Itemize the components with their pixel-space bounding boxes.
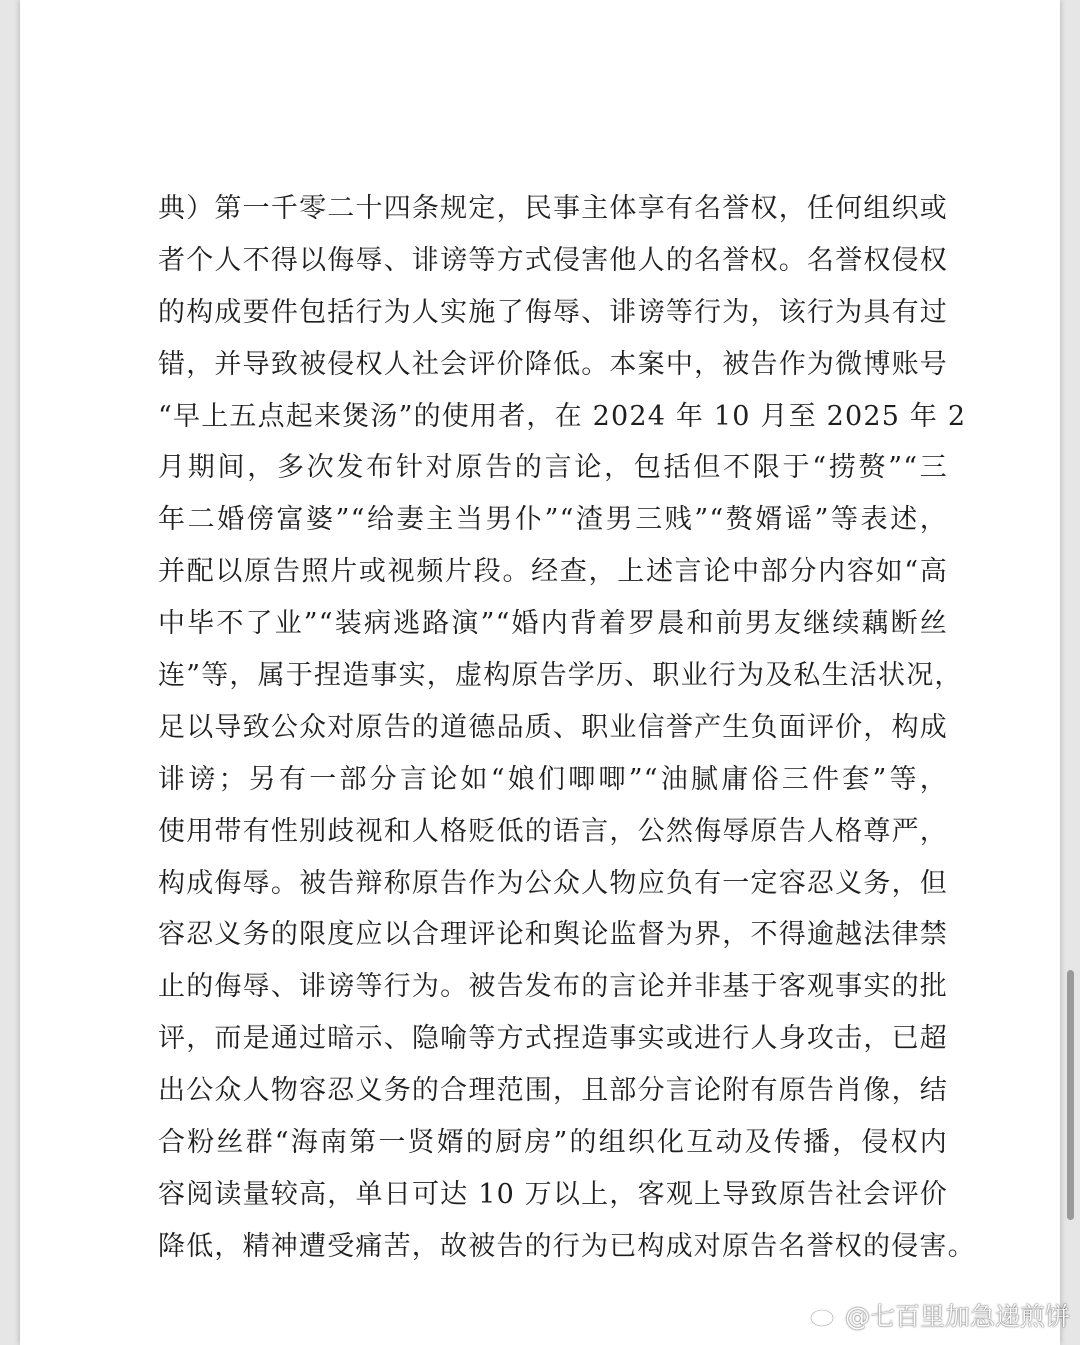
vertical-scrollbar-thumb[interactable] <box>1067 970 1074 1220</box>
text-line: 连”等，属于捏造事实，虚构原告学历、职业行为及私生活状况， <box>158 660 963 692</box>
text-line: 评，而是通过暗示、隐喻等方式捏造事实或进行人身攻击，已超 <box>158 1023 948 1055</box>
text-line: 容忍义务的限度应以合理评论和舆论监督为界，不得逾越法律禁 <box>158 919 948 951</box>
weibo-icon <box>809 1300 839 1330</box>
text-line: 者个人不得以侮辱、诽谤等方式侵害他人的名誉权。名誉权侵权 <box>158 244 948 276</box>
text-line: 并配以原告照片或视频片段。经查，上述言论中部分内容如“高 <box>158 556 948 588</box>
text-line: 出公众人物容忍义务的合理范围，且部分言论附有原告肖像，结 <box>158 1075 948 1107</box>
text-line: 的构成要件包括行为人实施了侮辱、诽谤等行为，该行为具有过 <box>158 296 948 328</box>
text-line: 使用带有性别歧视和人格贬低的语言，公然侮辱原告人格尊严， <box>158 815 948 847</box>
text-line: 诽谤；另有一部分言论如“娘们唧唧”“油腻庸俗三件套”等， <box>158 763 948 795</box>
text-line: 止的侮辱、诽谤等行为。被告发布的言论并非基于客观事实的批 <box>158 971 948 1003</box>
text-line: 足以导致公众对原告的道德品质、职业信誉产生负面评价，构成 <box>158 711 948 743</box>
text-line: 典）第一千零二十四条规定，民事主体享有名誉权，任何组织或 <box>158 193 948 224</box>
text-line: 容阅读量较高，单日可达 10 万以上，客观上导致原告社会评价 <box>158 1178 948 1210</box>
text-line: 月期间，多次发布针对原告的言论，包括但不限于“捞赘”“三 <box>158 452 948 484</box>
text-line: 错，并导致被侵权人社会评价降低。本案中，被告作为微博账号 <box>158 348 948 380</box>
text-line: 合粉丝群“海南第一贤婿的厨房”的组织化互动及传播，侵权内 <box>158 1127 948 1159</box>
text-line: “早上五点起来煲汤”的使用者，在 2024 年 10 月至 2025 年 2 <box>158 400 967 432</box>
text-line: 构成侮辱。被告辩称原告作为公众人物应负有一定容忍义务，但 <box>158 867 948 899</box>
watermark-text: @七百里加急递煎饼 <box>844 1302 1070 1331</box>
text-line: 年二婚傍富婆”“给妻主当男仆”“渣男三贱”“赘婿谣”等表述， <box>158 504 948 536</box>
text-line: 中毕不了业”“装病逃路演”“婚内背着罗晨和前男友继续藕断丝 <box>158 608 948 640</box>
document-page <box>20 0 1060 1345</box>
text-line: 降低，精神遭受痛苦，故被告的行为已构成对原告名誉权的侵害。 <box>158 1230 976 1262</box>
judgment-paragraph <box>158 183 976 1273</box>
weibo-watermark <box>809 1297 1070 1333</box>
